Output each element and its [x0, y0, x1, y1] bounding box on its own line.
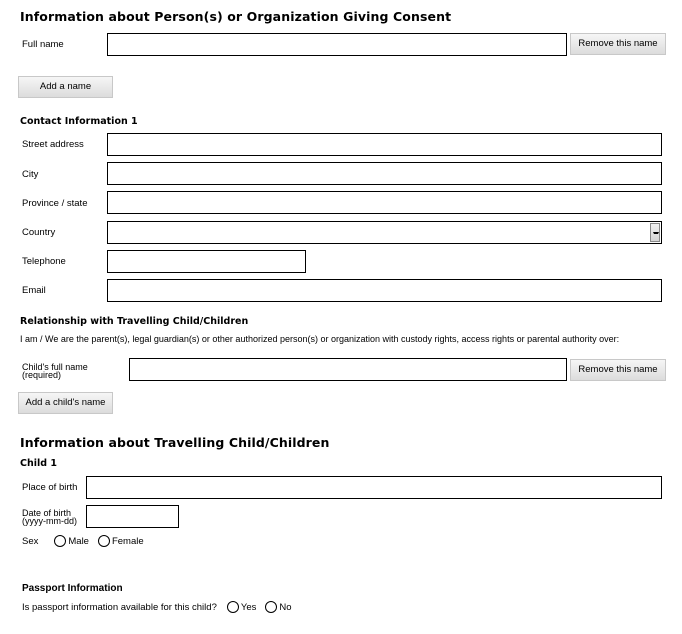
passport-yes-label: Yes	[240, 601, 257, 613]
child-name-label	[22, 363, 88, 379]
telephone-input[interactable]	[107, 250, 306, 273]
remove-child-name-button[interactable]: Remove this name	[570, 359, 666, 381]
contact-section-title: Contact Information 1	[20, 116, 138, 127]
sex-male-radio[interactable]	[54, 535, 66, 547]
passport-question: Is passport information available for this child?	[22, 601, 217, 613]
country-select[interactable]	[107, 221, 662, 244]
street-address-label: Street address	[22, 139, 84, 150]
email-input[interactable]	[107, 279, 662, 302]
dob-label-line1: Date of birth	[22, 508, 72, 518]
passport-no-label: No	[279, 601, 292, 613]
sex-female-radio[interactable]	[98, 535, 110, 547]
country-label: Country	[22, 227, 56, 238]
street-address-input[interactable]	[107, 133, 662, 156]
relationship-statement: I am / We are the parent(s), legal guardian(s) or other authorized person(s) or organization with custody rights, access rights or parental authority over:	[20, 334, 620, 344]
child-heading: Child 1	[20, 458, 57, 469]
chevron-down-icon[interactable]	[650, 223, 660, 242]
passport-no-radio[interactable]	[265, 601, 277, 613]
passport-yes-radio[interactable]	[227, 601, 239, 613]
sex-radio-group	[22, 535, 144, 547]
full-name-input[interactable]	[107, 33, 567, 56]
remove-name-button[interactable]: Remove this name	[570, 33, 666, 55]
full-name-label: Full name	[22, 39, 64, 50]
child-name-input[interactable]	[129, 358, 567, 381]
province-input[interactable]	[107, 191, 662, 214]
sex-male-label: Male	[68, 535, 89, 547]
passport-radio-group	[22, 601, 292, 613]
passport-heading: Passport Information	[22, 583, 123, 594]
sex-label: Sex	[22, 535, 39, 547]
email-label: Email	[22, 285, 46, 296]
place-of-birth-input[interactable]	[86, 476, 662, 499]
telephone-label: Telephone	[22, 256, 66, 267]
city-label: City	[22, 169, 39, 180]
add-name-button[interactable]: Add a name	[18, 76, 113, 98]
sex-female-label: Female	[111, 535, 144, 547]
dob-input[interactable]	[86, 505, 179, 528]
dob-label-line2: (yyyy-mm-dd)	[22, 516, 77, 526]
consent-section-title: Information about Person(s) or Organization Giving Consent	[20, 9, 452, 24]
child-name-label-line1: Child's full name	[22, 362, 88, 372]
province-label: Province / state	[22, 198, 88, 209]
place-of-birth-label: Place of birth	[22, 482, 78, 493]
add-child-name-button[interactable]: Add a child's name	[18, 392, 113, 414]
child-name-label-line2: (required)	[22, 370, 62, 380]
city-input[interactable]	[107, 162, 662, 185]
children-section-title: Information about Travelling Child/Children	[20, 435, 330, 450]
relationship-section-title: Relationship with Travelling Child/Children	[20, 316, 249, 327]
dob-label	[22, 509, 77, 525]
